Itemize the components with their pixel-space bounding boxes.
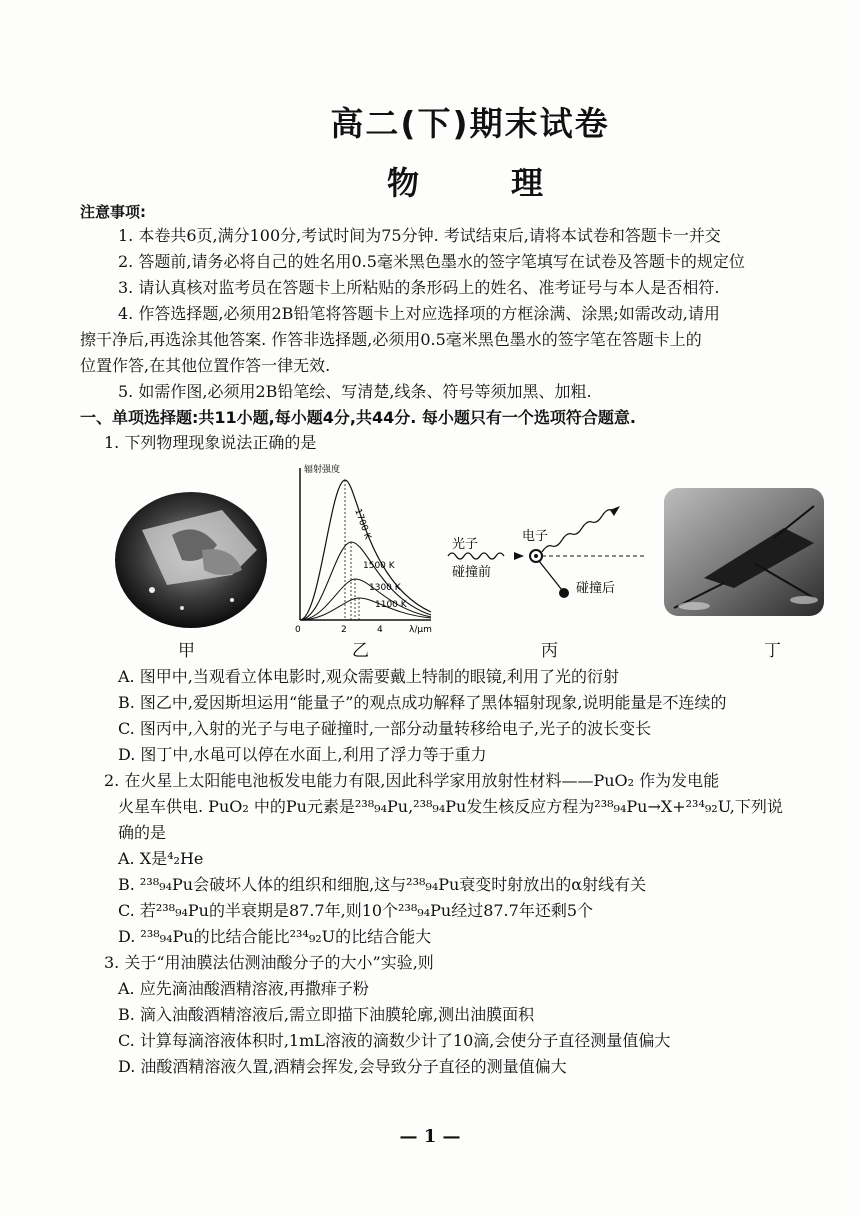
q2-option-a: A. X是⁴₂He: [118, 849, 204, 868]
incident-photon-wave: [448, 553, 504, 559]
page-number: — 1 —: [399, 1126, 461, 1147]
arrow-icon: [514, 552, 524, 560]
figure-jia-photo: [112, 490, 270, 630]
q1-option-c: C. 图丙中,入射的光子与电子碰撞时,一部分动量转移给电子,光子的波长变长: [118, 719, 652, 738]
graph-tick: 0: [295, 625, 301, 634]
figure-caption-bing: 丙: [541, 641, 558, 661]
notice-item: 1. 本卷共6页,满分100分,考试时间为75分钟. 考试结束后,请将本试卷和答题卡一并交: [118, 226, 721, 245]
q2-option-b: B. ²³⁸₉₄Pu会破坏人体的组织和细胞,这与²³⁸₉₄Pu衰变时射放出的α射线有关: [118, 875, 647, 894]
graph-ylabel: 辐射强度: [304, 465, 341, 475]
curve-label: 1700 K: [352, 507, 373, 541]
q3-option-a: A. 应先滴油酸酒精溶液,再撒痱子粉: [118, 979, 369, 998]
graph-tick: 4: [377, 625, 383, 634]
electron-label: 电子: [522, 529, 549, 544]
q3-option-b: B. 滴入油酸酒精溶液后,需立即描下油膜轮廓,测出油膜面积: [118, 1005, 535, 1024]
scattered-electron-icon: [559, 588, 569, 598]
q3-option-d: D. 油酸酒精溶液久置,酒精会挥发,会导致分子直径的测量值偏大: [118, 1057, 567, 1076]
notice-heading: 注意事项:: [80, 203, 146, 221]
after-label: 碰撞后: [576, 581, 616, 596]
figure-caption-jia: 甲: [178, 641, 195, 661]
notice-item: 4. 作答选择题,必须用2B铅笔将答题卡上对应选择项的方框涂满、涂黑;如需改动,请用: [118, 304, 720, 323]
notice-item: 位置作答,在其他位置作答一律无效.: [80, 356, 331, 375]
question-1-stem: 1. 下列物理现象说法正确的是: [104, 433, 317, 452]
figure-caption-ding: 丁: [764, 641, 781, 661]
q2-option-c: C. 若²³⁸₉₄Pu的半衰期是87.7年,则10个²³⁸₉₄Pu经过87.7年还剩5个: [118, 901, 594, 920]
curve-label: 1500 K: [363, 561, 395, 571]
q1-option-d: D. 图丁中,水黾可以停在水面上,利用了浮力等于重力: [118, 745, 487, 764]
notice-item: 3. 请认真核对监考员在答题卡上所粘贴的条形码上的姓名、准考证号与本人是否相符.: [118, 278, 720, 297]
figure-ding-photo: [664, 488, 824, 616]
notice-item: 2. 答题前,请务必将自己的姓名用0.5毫米黑色墨水的签字笔填写在试卷及答题卡的规定位: [118, 252, 745, 271]
q1-option-b: B. 图乙中,爱因斯坦运用“能量子”的观点成功解释了黑体辐射现象,说明能量是不连续的: [118, 693, 727, 712]
exam-title: 高二(下)期末试卷: [330, 104, 610, 143]
scattered-photon-wave: [542, 510, 612, 552]
section-heading: 一、单项选择题:共11小题,每小题4分,共44分. 每小题只有一个选项符合题意.: [80, 408, 636, 427]
curve-label: 1100 K: [375, 600, 407, 610]
subject-title: 物 理: [386, 164, 573, 202]
notice-item: 5. 如需作图,必须用2B铅笔绘、写清楚,线条、符号等须加黑、加粗.: [118, 382, 592, 401]
figure-bing-collision-diagram: [440, 500, 650, 620]
q3-option-c: C. 计算每滴溶液体积时,1mL溶液的滴数少计了10滴,会使分子直径测量值偏大: [118, 1031, 671, 1050]
question-2-stem: 2. 在火星上太阳能电池板发电能力有限,因此科学家用放射性材料——PuO₂ 作为发电能: [104, 771, 720, 790]
question-2-stem: 确的是: [118, 823, 167, 842]
q2-option-d: D. ²³⁸₉₄Pu的比结合能比²³⁴₉₂U的比结合能大: [118, 927, 432, 946]
curve-label: 1300 K: [369, 583, 401, 593]
figure-caption-yi: 乙: [352, 641, 369, 661]
before-label: 碰撞前: [452, 565, 492, 580]
q1-option-a: A. 图甲中,当观看立体电影时,观众需要戴上特制的眼镜,利用了光的衍射: [118, 667, 619, 686]
notice-item: 擦干净后,再选涂其他答案. 作答非选择题,必须用0.5毫米黑色墨水的签字笔在答题卡上的: [80, 330, 702, 349]
graph-tick: 2: [341, 625, 347, 634]
graph-xlabel: λ/μm: [409, 625, 432, 634]
figure-yi-blackbody-graph: [285, 462, 437, 634]
question-2-stem: 火星车供电. PuO₂ 中的Pu元素是²³⁸₉₄Pu,²³⁸₉₄Pu发生核反应方程为²³⁸₉₄Pu→X+²³⁴₉₂U,下列说: [118, 797, 783, 816]
question-3-stem: 3. 关于“用油膜法估测油酸分子的大小”实验,则: [104, 953, 434, 972]
photon-label: 光子: [452, 537, 479, 552]
